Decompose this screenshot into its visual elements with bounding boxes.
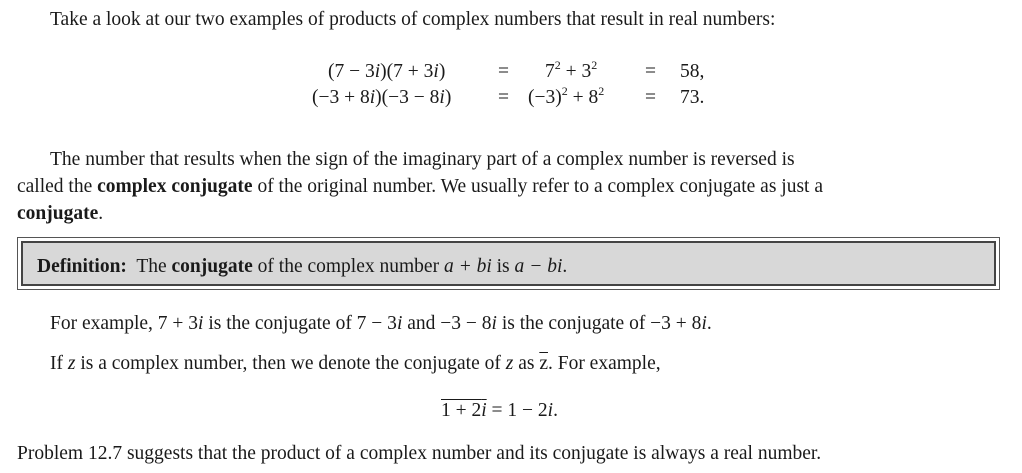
definition-expr-2: a − bi [514, 256, 563, 277]
equation-1-equals: = [498, 61, 509, 82]
equation-2-equals-2: = [645, 87, 656, 108]
example-2-post: . For example, [547, 353, 661, 374]
term-conjugate: conjugate [17, 203, 99, 224]
para2-line3 [17, 200, 103, 227]
equation-2-equals: = [498, 87, 509, 108]
conjugate-overlined-expr: 1 + 2i [441, 400, 487, 421]
para2-line3-post: . [98, 203, 104, 224]
definition-box [17, 237, 1000, 290]
definition-text [37, 253, 567, 280]
definition-term: conjugate [171, 256, 253, 277]
definition-expr-1: a + bi [443, 256, 492, 277]
z-bar: $\overline{z}$ [539, 353, 548, 374]
conjugate-equation: 1 + 2i = 1 − 2i. [441, 400, 558, 421]
equation-1-equals-2: = [645, 61, 656, 82]
equation-2-result: 73. [680, 87, 705, 108]
para2-line2-pre: called the [17, 176, 98, 197]
equation-1-middle: $7^2 + 3^2$ [545, 58, 598, 82]
equation-1-result: 58, [680, 61, 705, 82]
para2-line1: The number that results when the sign of the imaginary part of a complex number is reversed is [50, 149, 795, 170]
example-2: If z is a complex number, then we denote the conjugate of z as $\overline{z}$. For example, [50, 353, 661, 374]
definition-box-inner [21, 241, 996, 286]
term-complex-conjugate: complex conjugate [97, 176, 253, 197]
definition-post: of the complex number [252, 256, 444, 277]
intro-sentence: Take a look at our two examples of products of complex numbers that result in real numbers: [50, 9, 776, 30]
definition-end: . [562, 256, 568, 277]
para2-line2-post: of the original number. We usually refer to a complex conjugate as just a [252, 176, 824, 197]
definition-label: Definition: [37, 256, 127, 277]
equation-2-lhs: (−3 + 8i)(−3 − 8i) [312, 87, 452, 108]
definition-is: is [491, 256, 515, 277]
equation-2-middle: $(-3)^2 + 8^2$ [528, 84, 605, 108]
equation-1-lhs: (7 − 3i)(7 + 3i) [328, 61, 446, 82]
para2-line2 [17, 173, 823, 200]
final-sentence: Problem 12.7 suggests that the product of a complex number and its conjugate is always a real number. [17, 443, 822, 464]
example-1: For example, 7 + 3i is the conjugate of 7 − 3i and −3 − 8i is the conjugate of −3 + 8i. [50, 313, 712, 334]
definition-pre: The [136, 256, 172, 277]
